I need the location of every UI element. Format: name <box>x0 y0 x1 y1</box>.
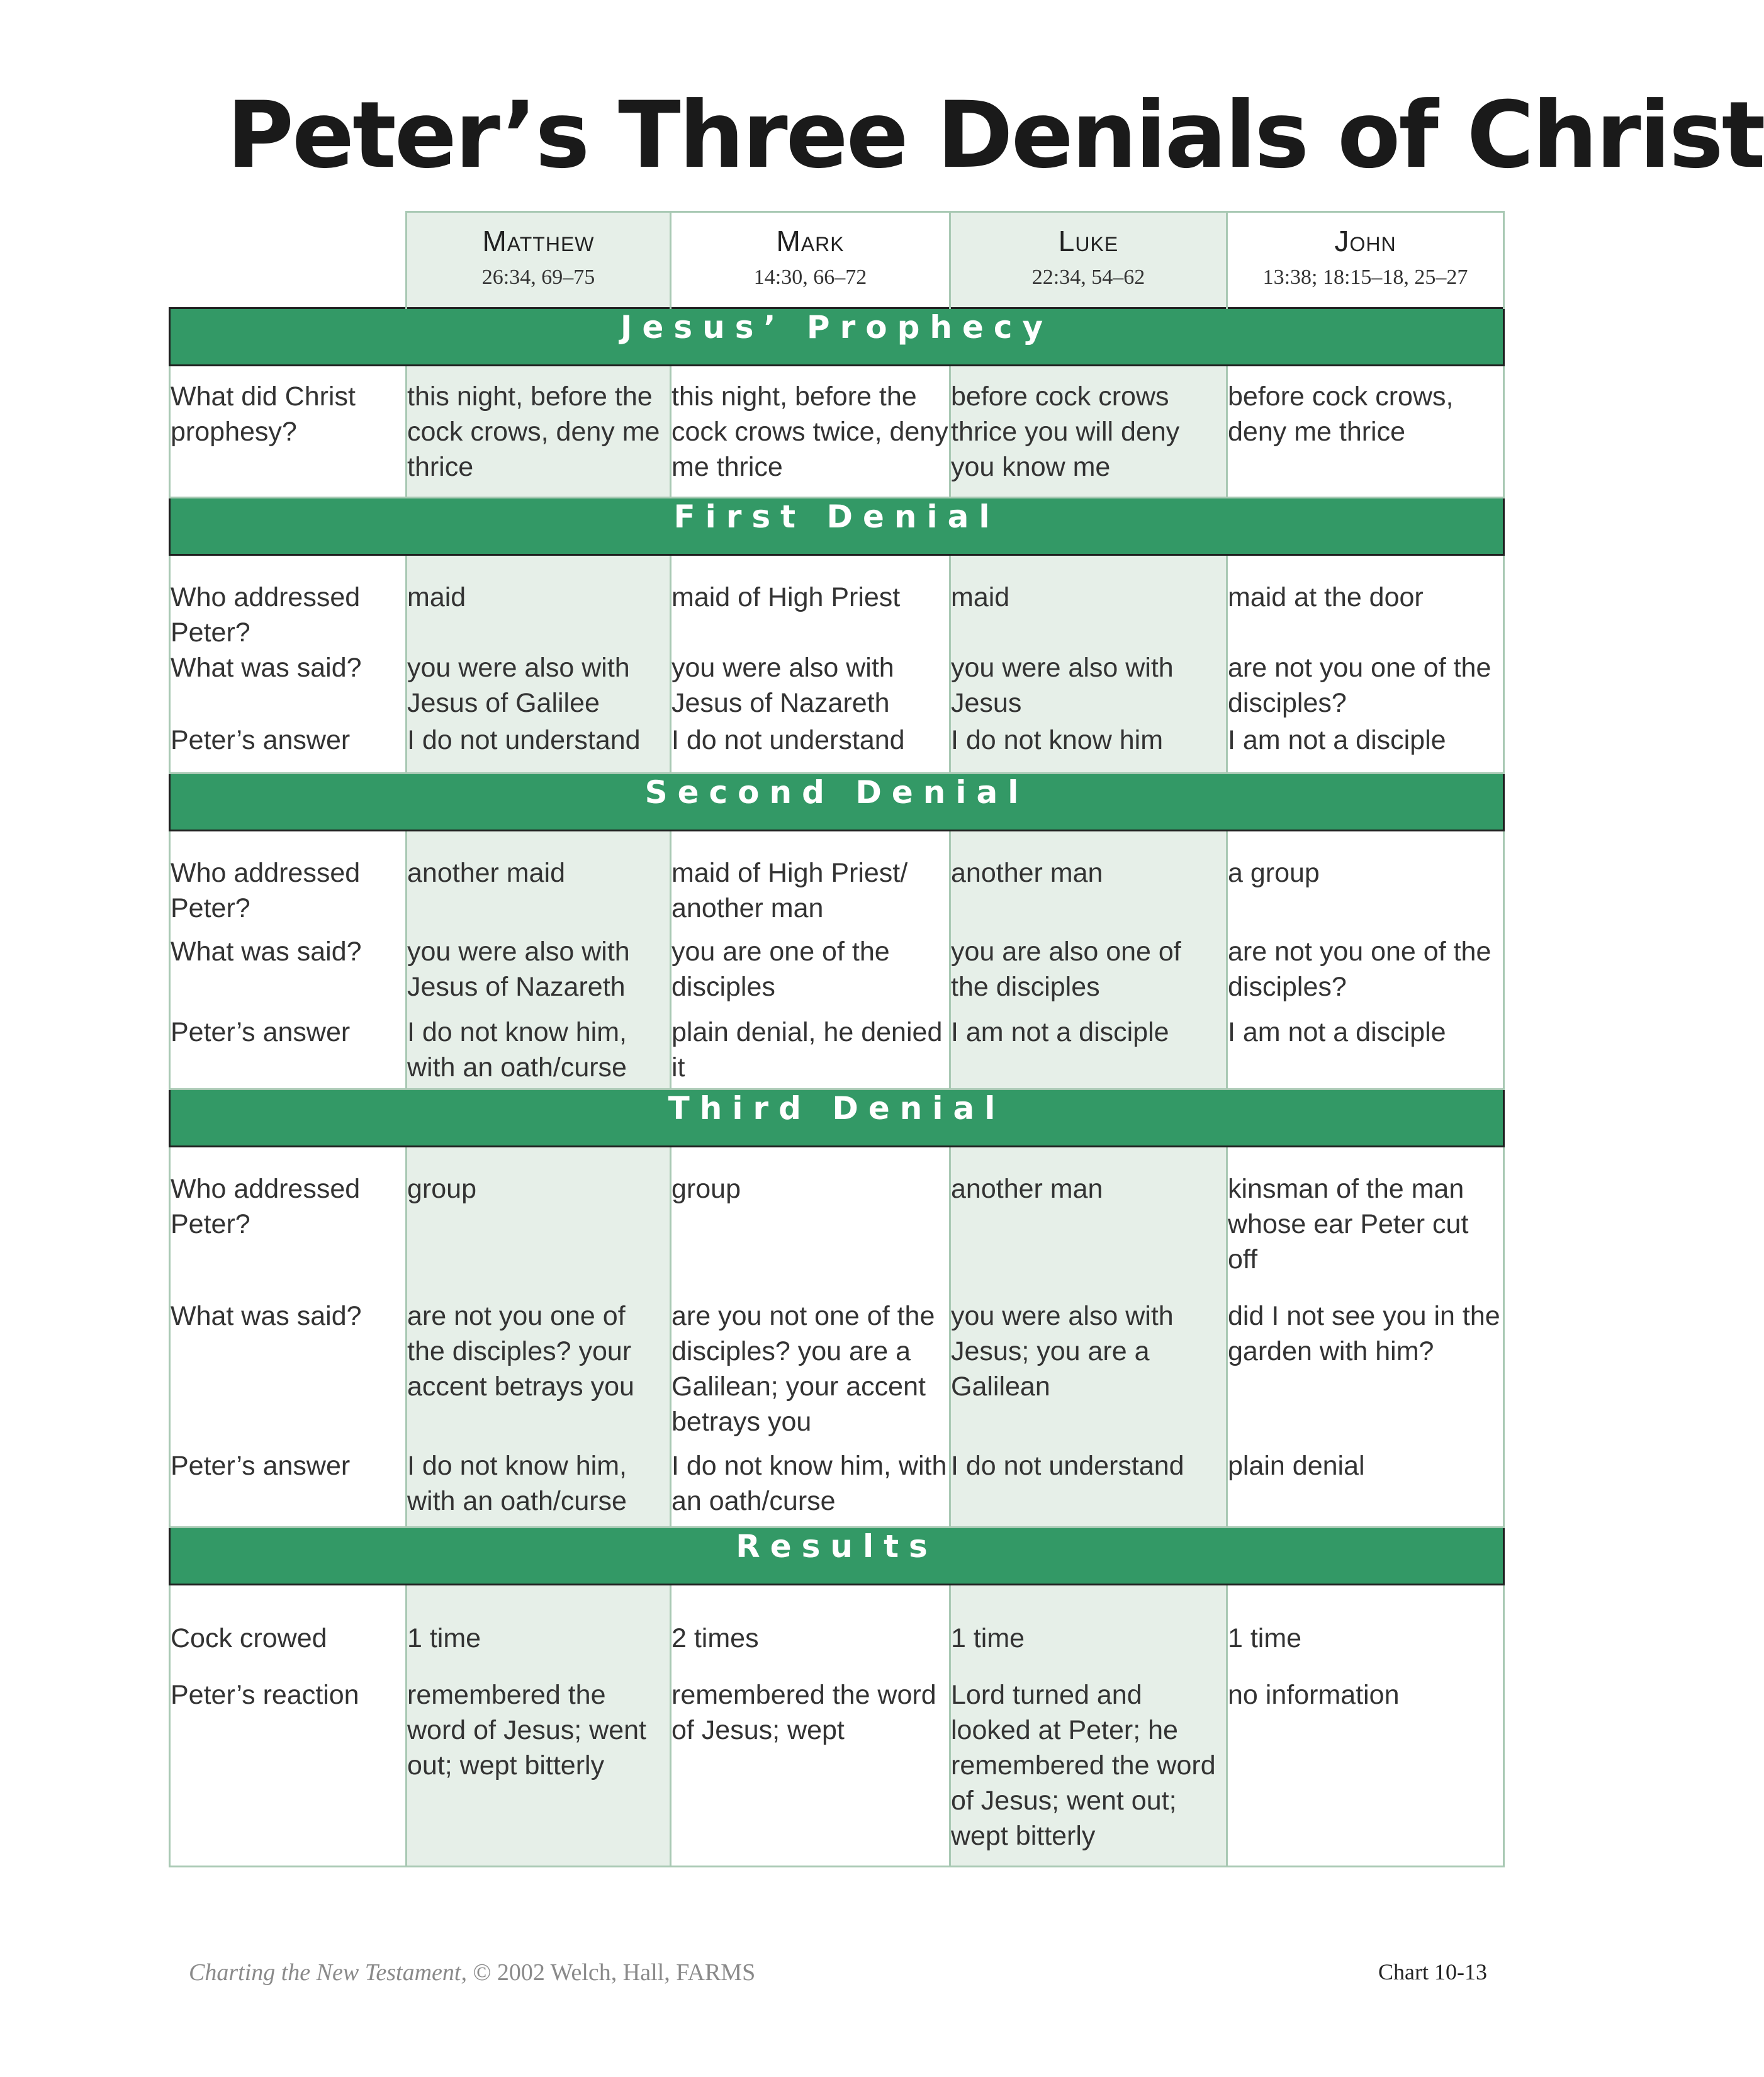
cell-john: a group <box>1227 830 1504 934</box>
cell-matthew: remembered the word of Jesus; went out; wept bitterly <box>407 1677 671 1866</box>
chart-number: Chart 10-13 <box>1378 1959 1487 1984</box>
cell-mark: are you not one of the disciples? you are a Galilean; your accent betrays you <box>671 1298 950 1448</box>
cell-john: are not you one of the disciples? <box>1227 934 1504 1015</box>
footer-book-title: Charting the New Testament, <box>189 1959 467 1986</box>
section-banner <box>170 1089 1504 1146</box>
section-heading: Second Denial <box>170 773 1504 830</box>
table-row <box>170 1146 1504 1298</box>
cell-mark: plain denial, he denied it <box>671 1015 950 1089</box>
table-row <box>170 650 1504 723</box>
table-row <box>170 555 1504 651</box>
row-label: Who addressed Peter? <box>170 830 407 934</box>
section-heading: Results <box>170 1527 1504 1584</box>
cell-john: 1 time <box>1227 1584 1504 1677</box>
cell-matthew: you were also with Jesus of Galilee <box>407 650 671 723</box>
cell-john: no information <box>1227 1677 1504 1866</box>
section-banner <box>170 308 1504 366</box>
footer-credit <box>189 1959 755 1986</box>
cell-mark: 2 times <box>671 1584 950 1677</box>
section-third-denial <box>170 1089 1504 1527</box>
section-banner <box>170 773 1504 830</box>
cell-matthew: are not you one of the disciples? your accent betrays you <box>407 1298 671 1448</box>
cell-mark: group <box>671 1146 950 1298</box>
table-row <box>170 1015 1504 1089</box>
row-label: Who addressed Peter? <box>170 1146 407 1298</box>
row-label: Peter’s reaction <box>170 1677 407 1866</box>
cell-matthew: another maid <box>407 830 671 934</box>
cell-john: maid at the door <box>1227 555 1504 651</box>
table-row <box>170 1677 1504 1866</box>
cell-mark: you are one of the disciples <box>671 934 950 1015</box>
cell-luke: I do not know him <box>950 723 1227 773</box>
table-row <box>170 934 1504 1015</box>
row-label: Who addressed Peter? <box>170 555 407 651</box>
section-heading: First Denial <box>170 498 1504 555</box>
cell-mark: I do not know him, with an oath/curse <box>671 1448 950 1527</box>
cell-luke: maid <box>950 555 1227 651</box>
cell-mark: maid of High Priest <box>671 555 950 651</box>
row-label: Peter’s answer <box>170 1015 407 1089</box>
table-row <box>170 1584 1504 1677</box>
cell-john: kinsman of the man whose ear Peter cut off <box>1227 1146 1504 1298</box>
cell-matthew: I do not know him, with an oath/curse <box>407 1448 671 1527</box>
table-row <box>170 830 1504 934</box>
section-second-denial <box>170 773 1504 1089</box>
gospel-reference: 13:38; 18:15–18, 25–27 <box>1262 266 1468 289</box>
cell-luke: I do not understand <box>950 1448 1227 1527</box>
cell-mark: remembered the word of Jesus; wept <box>671 1677 950 1866</box>
cell-luke: before cock crows thrice you will deny you know me <box>950 366 1227 498</box>
gospel-header-john <box>1227 212 1504 308</box>
gospel-reference: 22:34, 54–62 <box>1031 266 1145 289</box>
section-first-denial <box>170 498 1504 774</box>
cell-john: did I not see you in the garden with him? <box>1227 1298 1504 1448</box>
gospel-header-row <box>170 212 1504 308</box>
gospel-name: Luke <box>1058 225 1119 257</box>
section-banner <box>170 1527 1504 1584</box>
cell-john: I am not a disciple <box>1227 1015 1504 1089</box>
cell-matthew: I do not know him, with an oath/curse <box>407 1015 671 1089</box>
cell-luke: you were also with Jesus <box>950 650 1227 723</box>
page-title: Peter’s Three Denials of Christ <box>227 82 1764 189</box>
gospel-name: Matthew <box>482 225 595 257</box>
cell-matthew: you were also with Jesus of Nazareth <box>407 934 671 1015</box>
cell-matthew: I do not understand <box>407 723 671 773</box>
cell-mark: this night, before the cock crows twice, deny me thrice <box>671 366 950 498</box>
row-label: What was said? <box>170 650 407 723</box>
row-label: What was said? <box>170 1298 407 1448</box>
cell-john: before cock crows, deny me thrice <box>1227 366 1504 498</box>
row-label: Peter’s answer <box>170 723 407 773</box>
table-row <box>170 366 1504 498</box>
gospel-name: John <box>1334 225 1396 257</box>
cell-luke: you were also with Jesus; you are a Galilean <box>950 1298 1227 1448</box>
table-row <box>170 723 1504 773</box>
section-heading: Third Denial <box>170 1089 1504 1146</box>
cell-luke: another man <box>950 830 1227 934</box>
cell-mark: maid of High Priest/ another man <box>671 830 950 934</box>
cell-luke: Lord turned and looked at Peter; he remembered the word of Jesus; went out; wept bitterly <box>950 1677 1227 1866</box>
row-label: Cock crowed <box>170 1584 407 1677</box>
cell-mark: I do not understand <box>671 723 950 773</box>
section-banner <box>170 498 1504 555</box>
row-label: What was said? <box>170 934 407 1015</box>
gospel-header-matthew <box>407 212 671 308</box>
cell-luke: another man <box>950 1146 1227 1298</box>
denials-table <box>169 211 1505 1867</box>
footer-copyright: © 2002 Welch, Hall, FARMS <box>473 1959 756 1986</box>
cell-luke: I am not a disciple <box>950 1015 1227 1089</box>
gospel-reference: 26:34, 69–75 <box>481 266 595 289</box>
gospel-name: Mark <box>776 225 845 257</box>
cell-luke: 1 time <box>950 1584 1227 1677</box>
cell-john: I am not a disciple <box>1227 723 1504 773</box>
header-blank <box>170 212 407 308</box>
cell-matthew: this night, before the cock crows, deny me thrice <box>407 366 671 498</box>
cell-mark: you were also with Jesus of Nazareth <box>671 650 950 723</box>
gospel-header-mark <box>671 212 950 308</box>
cell-matthew: 1 time <box>407 1584 671 1677</box>
section-prophecy <box>170 308 1504 498</box>
gospel-header-luke <box>950 212 1227 308</box>
gospel-reference: 14:30, 66–72 <box>753 266 867 289</box>
cell-john: are not you one of the disciples? <box>1227 650 1504 723</box>
row-label: Peter’s answer <box>170 1448 407 1527</box>
table-row <box>170 1448 1504 1527</box>
cell-matthew: group <box>407 1146 671 1298</box>
section-heading: Jesus’ Prophecy <box>170 308 1504 366</box>
row-label: What did Christ prophesy? <box>170 366 407 498</box>
cell-john: plain denial <box>1227 1448 1504 1527</box>
section-results <box>170 1527 1504 1866</box>
table-row <box>170 1298 1504 1448</box>
cell-matthew: maid <box>407 555 671 651</box>
cell-luke: you are also one of the disciples <box>950 934 1227 1015</box>
